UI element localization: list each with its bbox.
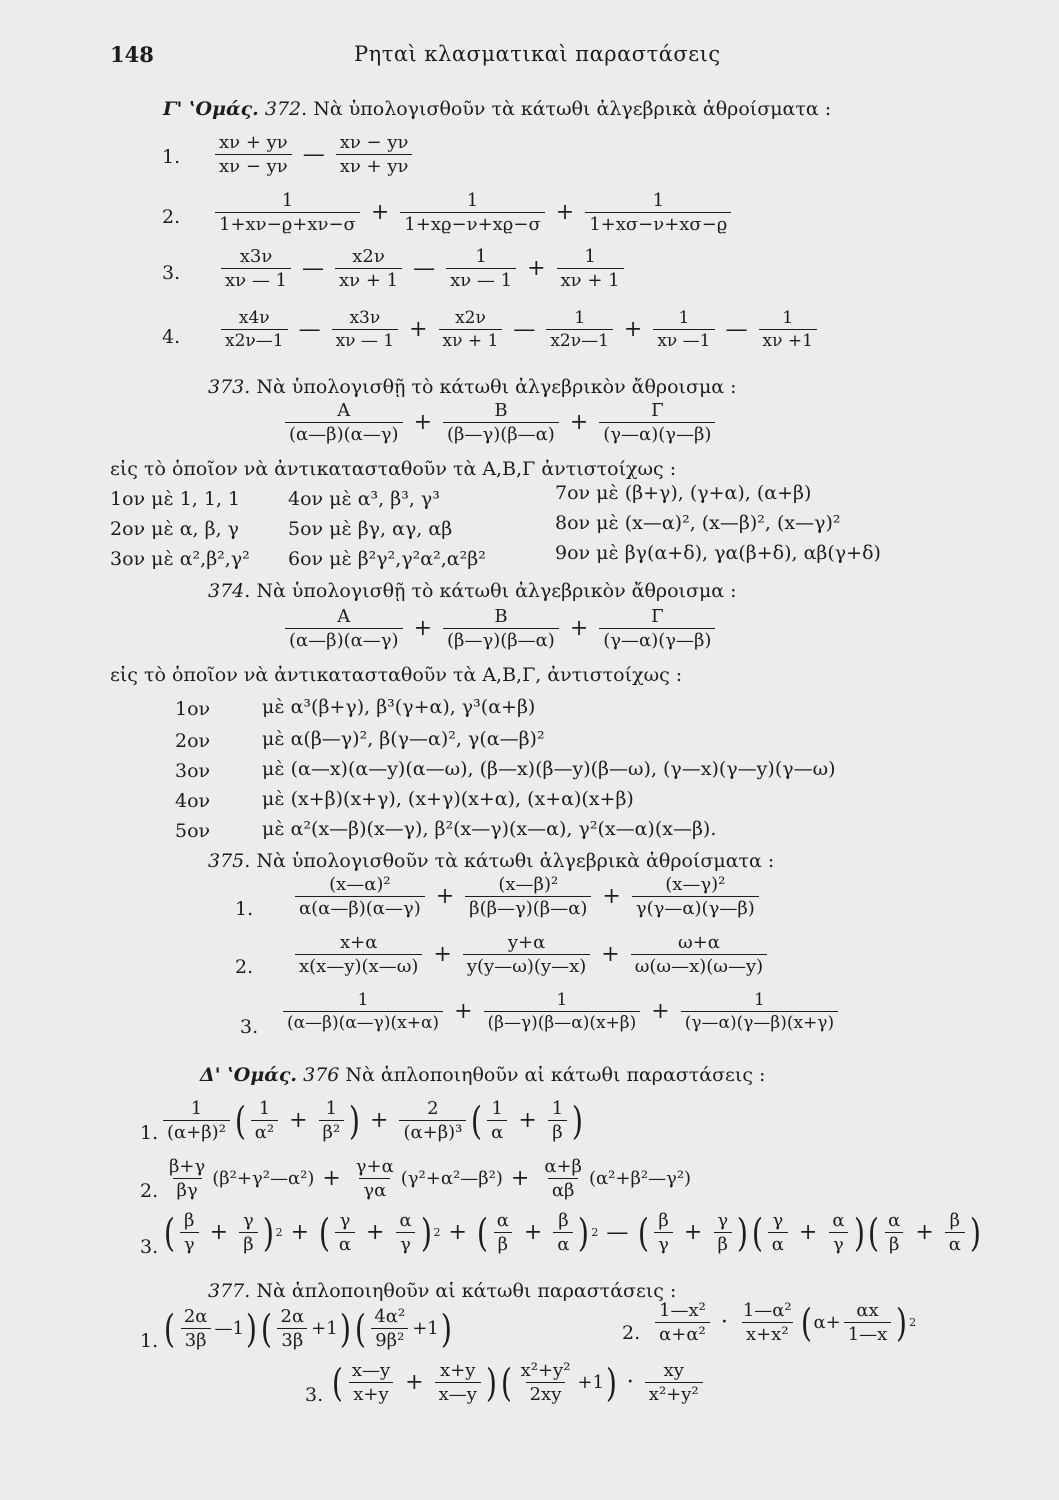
numerator: Β [494,400,508,421]
denominator: β² [319,1120,345,1143]
expression-372-4 [218,308,820,351]
numerator: 1 [753,990,765,1010]
operator: + [523,1220,543,1245]
case-list-373-7: 7ον μὲ (β+γ), (γ+α), (α+β) [555,482,812,504]
numerator: 2α [280,1306,305,1327]
left-paren: ( [476,1210,488,1255]
operator: + [510,1166,530,1191]
denominator: (β—γ)(β—α) [443,628,559,651]
denominator: x²+y² [645,1382,703,1405]
denominator: xν + yν [336,154,413,177]
numerator: x+y [440,1360,476,1381]
denominator: α [768,1232,788,1255]
numerator: x—y [351,1360,391,1381]
numerator: 1 [782,308,794,328]
group-label: Γ' ʽΟμάς. [163,98,259,120]
denominator: xν +1 [759,329,817,351]
left-paren: ( [500,1360,512,1405]
numerator: 1 [357,990,369,1010]
denominator: β [885,1232,903,1255]
left-paren: ( [163,1210,175,1255]
term: +1 [577,1372,604,1393]
denominator: (α—β)(α—γ) [285,422,403,445]
operator: + [555,200,575,225]
denominator: α [487,1120,507,1143]
case-value: μὲ (α—x)(α—y)(α—ω), (β—x)(β—y)(β—ω), (γ—x)(γ—y)(γ—ω) [262,758,836,780]
numerator: Γ [651,606,664,627]
right-paren: ) [420,1210,432,1255]
exercise-377-heading [208,1280,676,1302]
item-number: 2. [140,1180,159,1202]
right-paren: ) [736,1210,749,1255]
denominator: β [239,1232,257,1255]
case-key: 4ον [175,790,211,812]
case-key: 3ον [175,760,211,782]
item-number: 2. [235,956,254,978]
operator: + [209,1220,229,1245]
left-paren: ( [868,1210,880,1255]
operator: + [409,317,428,342]
exercise-376-heading [200,1064,765,1086]
case-key: 1ον [175,698,211,720]
expression-375-1 [292,874,762,919]
right-paren: ) [853,1210,865,1255]
denominator: β [714,1232,732,1255]
left-paren: ( [751,1210,763,1255]
right-paren: ) [339,1306,351,1351]
left-paren: ( [354,1306,366,1351]
numerator: β [949,1210,961,1231]
item-number: 3. [162,262,181,284]
right-paren: ) [349,1098,361,1143]
numerator: x²+y² [520,1360,571,1381]
exercise-number: 372. [264,98,308,120]
term: +1 [412,1318,439,1339]
denominator: γ [654,1232,673,1255]
item-number: 1. [235,898,254,920]
denominator: (γ—α)(γ—β) [599,422,715,445]
numerator: 4α² [374,1306,406,1327]
operator: — [725,317,748,342]
exercise-373-intro: εἰς τὸ ὁποῖον νὰ ἀντικατασταθοῦν τὰ Α,Β,Γ ἀντιστοίχως : [110,458,677,480]
numerator: x3ν [239,246,273,267]
numerator: 1 [475,246,487,267]
operator: + [623,317,643,342]
left-paren: ( [638,1210,650,1255]
operator: — [513,317,536,342]
denominator: 3β [277,1328,307,1351]
operator: + [405,1370,424,1395]
operator: + [413,616,433,641]
left-paren: ( [260,1306,272,1351]
numerator: 1 [584,246,596,267]
denominator: γ [396,1232,415,1255]
denominator: (α+β)² [163,1120,230,1143]
operator: + [413,410,433,435]
operator: + [569,616,589,641]
case-list-373-3: 3ον μὲ α²,β²,γ² [110,548,250,570]
operator: + [454,999,473,1024]
operator: — [298,317,321,342]
numerator: (x—γ)² [665,874,726,895]
item-number: 1. [162,146,181,168]
numerator: 1 [491,1098,503,1119]
expression-377-3 [330,1360,706,1405]
numerator: xν + yν [219,132,288,153]
numerator: Α [337,606,351,627]
numerator: 1 [281,190,294,211]
numerator: Γ [651,400,664,421]
group-label: Δ' ʽΟμάς. [200,1064,298,1086]
numerator: xy [663,1360,684,1381]
right-paren: ) [605,1360,617,1405]
numerator: β [184,1210,195,1231]
numerator: γ [339,1210,351,1231]
numerator: β [558,1210,569,1231]
item-number: 4. [162,326,181,348]
item-number: 1. [140,1330,159,1352]
numerator: ω+α [677,932,720,953]
numerator: 1 [556,990,568,1010]
expression-374 [282,606,718,651]
right-paren: ) [262,1210,274,1255]
denominator: (α—β)(α—γ) [285,628,403,651]
exercise-number: 377. [208,1280,251,1302]
running-title: Ρηταὶ κλασματικαὶ παραστάσεις [354,42,721,66]
case-value: μὲ α²(x—β)(x—γ), β²(x—γ)(x—α), γ²(x—α)(x—β). [262,818,717,840]
exercise-number: 374. [208,580,251,602]
denominator: 1+xϱ−ν+xϱ−σ [400,212,544,235]
numerator: α [888,1210,901,1231]
numerator: x+α [340,932,378,953]
denominator: x2ν—1 [546,329,613,351]
case-list-373-2: 2ον μὲ α, β, γ [110,518,240,540]
exercise-instruction: Νὰ ὑπολογισθῇ τὸ κάτωθι ἀλγεβρικὸν ἄθροισμα : [256,376,737,398]
denominator: 2xy [526,1382,566,1405]
numerator: α+β [544,1156,582,1177]
denominator: xν — 1 [221,268,291,291]
item-number: 3. [140,1236,159,1258]
numerator: 1 [652,190,665,211]
case-list-373-5: 5ον μὲ βγ, αγ, αβ [288,518,453,540]
denominator: (γ—α)(γ—β) [599,628,715,651]
expression-373 [282,400,718,445]
numerator: α [399,1210,412,1231]
exercise-instruction: Νὰ ὑπολογισθοῦν τὰ κάτωθι ἀλγεβρικὰ ἀθροίσματα : [313,98,832,120]
denominator: 1+xν−ϱ+xν−σ [215,212,360,235]
denominator: β [548,1120,566,1143]
expression-372-2 [212,190,734,235]
right-paren: ) [578,1210,590,1255]
case-key: 2ον [175,730,211,752]
operator: + [602,884,621,909]
numerator: 1 [466,190,479,211]
denominator: γ [829,1232,848,1255]
denominator: x+x² [742,1322,793,1345]
denominator: y(y—ω)(y—x) [463,954,590,977]
exercise-instruction: Νὰ ὑπολογισθοῦν τὰ κάτωθι ἀλγεβρικὰ ἀθροίσματα : [256,850,775,872]
numerator: (x—β)² [498,874,559,895]
numerator: γ+α [355,1156,394,1177]
numerator: 1 [258,1098,271,1119]
numerator: γ [243,1210,254,1231]
left-paren: ( [331,1360,343,1405]
denominator: 1—x [844,1322,892,1345]
left-paren: ( [163,1306,175,1351]
operator: — [413,256,436,281]
item-number: 1. [140,1122,159,1144]
operator: + [915,1220,934,1245]
item-number: 2. [622,1322,641,1344]
right-paren: ) [969,1210,981,1255]
item-number: 2. [162,206,181,228]
numerator: α [832,1210,845,1231]
exercise-372-heading [163,98,831,120]
numerator: 1 [574,308,586,328]
item-number: 3. [305,1384,324,1406]
denominator: (β—γ)(β—α)(x+β) [484,1011,641,1033]
expression-377-1 [162,1306,454,1351]
operator: + [433,942,452,967]
denominator: γ [180,1232,199,1255]
expression-376-3: ( $\frac{\beta}{\gamma}$ + $\frac{\gamma}{\beta}$ ) 2 + ( $\frac{\gamma}{\alpha}$ + $\frac{\alpha}{\gamma}$ ) 2 + ( $\frac{\alpha}{\beta}$ + $\frac{\beta}{\alpha}$ ) 2 — ( $\frac{\beta}{\gamma}$ + $\frac{\gamma}{\beta}$ ) ( $\frac{\gamma}{\alpha}$ + $\frac{\alpha}{\gamma}$ ) ( $\frac{\alpha}{\beta}$ + $\frac{\beta}{\alpha}$ ) [163,1210,981,1255]
left-paren: ( [234,1098,246,1143]
operator: — [302,142,325,167]
denominator: 1+xσ−ν+xσ−ϱ [585,212,731,235]
case-list-373-8: 8ον μὲ (x—α)², (x—β)², (x—γ)² [555,512,841,534]
right-paren: ) [896,1300,908,1345]
case-list-373-1: 1ον μὲ 1, 1, 1 [110,488,241,510]
numerator: 1 [678,308,690,328]
denominator: α [945,1232,965,1255]
expression-376-2 [162,1156,691,1201]
operator: + [527,256,546,281]
expression-376-1 [160,1098,585,1143]
operator: + [518,1108,537,1133]
denominator: α [553,1232,573,1255]
numerator: γ [772,1210,784,1231]
denominator: x2ν—1 [221,329,288,351]
denominator: (γ—α)(γ—β)(x+γ) [681,1011,838,1033]
denominator: γα [359,1178,390,1201]
term: —1 [214,1318,244,1339]
right-paren: ) [572,1098,584,1143]
numerator: 1 [190,1098,203,1119]
operator: + [366,1220,385,1245]
numerator: Α [337,400,351,421]
numerator: x4ν [238,308,270,328]
exercise-instruction: Νὰ ἁπλοποιηθοῦν αἱ κάτωθι παραστάσεις : [256,1280,677,1302]
denominator: (α+β)³ [399,1120,466,1143]
operator: + [289,1108,308,1133]
expression-377-2: $\frac{\text{1—x²}}{\text{α+α²}}$ · $\frac{\text{1—α²}}{\text{x+x²}}$ ( α+ $\frac{\alpha x}{1—x}$ ) 2 [652,1300,916,1345]
denominator: α [335,1232,355,1255]
right-paren: ) [440,1306,452,1351]
case-value: μὲ α³(β+γ), β³(γ+α), γ³(α+β) [262,696,536,718]
operator: + [370,1108,389,1133]
operator: — [606,1220,629,1245]
operator: + [683,1220,703,1245]
numerator: (x—α)² [329,874,391,895]
denominator: (α—β)(α—γ)(x+α) [283,1011,443,1033]
numerator: 2 [427,1098,439,1119]
exercise-instruction: Νὰ ἁπλοποιηθοῦν αἱ κάτωθι παραστάσεις : [345,1064,766,1086]
denominator: α+α² [655,1322,710,1345]
numerator: β+γ [169,1156,206,1177]
numerator: x3ν [349,308,381,328]
numerator: γ [717,1210,729,1231]
exercise-number: 373. [208,376,251,398]
denominator: β(β—γ)(β—α) [465,896,591,919]
numerator: y+α [507,932,546,953]
numerator: α [496,1210,509,1231]
case-key: 5ον [175,820,211,842]
factor: (α²+β²—γ²) [588,1168,692,1189]
operator: + [601,942,620,967]
case-list-373-6: 6ον μὲ β²γ²,γ²α²,α²β² [288,548,486,570]
left-paren: ( [471,1098,483,1143]
numerator: x2ν [352,246,385,267]
denominator: x+y [349,1382,392,1405]
denominator: xν + 1 [439,329,503,351]
denominator: α² [251,1120,278,1143]
operator: + [370,200,390,225]
denominator: 3β [181,1328,211,1351]
operator: · [626,1370,634,1395]
case-list-373-4: 4ον μὲ α³, β³, γ³ [288,488,440,510]
numerator: 1—α² [742,1300,792,1321]
numerator: 1 [325,1098,338,1119]
numerator: xν − yν [339,132,409,153]
denominator: 9β² [371,1328,408,1351]
case-list-373-9: 9ον μὲ βγ(α+δ), γα(β+δ), αβ(γ+δ) [555,542,881,564]
denominator: β [494,1232,512,1255]
operator: + [290,1220,310,1245]
denominator: γ(γ—α)(γ—β) [632,896,759,919]
operator: + [322,1166,341,1191]
operator: + [448,1220,467,1245]
exercise-instruction: Νὰ ὑπολογισθῇ τὸ κάτωθι ἀλγεβρικὸν ἄθροισμα : [256,580,737,602]
case-value: μὲ α(β—γ)², β(γ—α)², γ(α—β)² [262,728,545,750]
factor: (β²+γ²—α²) [212,1168,315,1189]
numerator: β [658,1210,669,1231]
exercise-374-intro: εἰς τὸ ὁποῖον νὰ ἀντικατασταθοῦν τὰ Α,Β,Γ, ἀντιστοίχως : [110,664,683,686]
page-number: 148 [110,42,154,67]
operator: + [569,410,589,435]
numerator: 1 [551,1098,564,1119]
expression-375-3 [280,990,841,1033]
denominator: αβ [548,1178,579,1201]
numerator: αx [856,1300,879,1321]
term: α+ [813,1312,841,1333]
denominator: (β—γ)(β—α) [443,422,559,445]
denominator: xν + 1 [335,268,402,291]
item-number: 3. [240,1016,259,1038]
factor: (γ²+α²—β²) [400,1168,503,1189]
denominator: x—y [435,1382,481,1405]
case-value: μὲ (x+β)(x+γ), (x+γ)(x+α), (x+α)(x+β) [262,788,634,810]
operator: — [302,256,324,281]
numerator: 1—x² [659,1300,706,1321]
numerator: 2α [183,1306,208,1327]
denominator: α(α—β)(α—γ) [295,896,425,919]
numerator: x2ν [455,308,486,328]
exercise-number: 375. [208,850,251,872]
left-paren: ( [318,1210,331,1255]
denominator: xν — 1 [446,268,516,291]
denominator: xν + 1 [557,268,624,291]
denominator: xν − yν [215,154,292,177]
expression-372-3 [218,246,627,291]
denominator: ω(ω—x)(ω—y) [631,954,767,977]
term: +1 [311,1318,338,1339]
operator: + [798,1220,818,1245]
numerator: Β [494,606,508,627]
exercise-374-heading [208,580,737,602]
operator: + [651,999,670,1024]
exercise-373-heading [208,376,737,398]
denominator: xν —1 [653,329,714,351]
denominator: x(x—y)(x—ω) [295,954,422,977]
right-paren: ) [485,1360,497,1405]
exercise-375-heading [208,850,774,872]
left-paren: ( [800,1300,812,1345]
expression-375-2 [292,932,770,977]
operator: + [435,884,455,909]
exercise-number: 376 [303,1064,340,1086]
denominator: βγ [173,1178,202,1201]
operator: · [720,1310,728,1335]
right-paren: ) [245,1306,257,1351]
expression-372-1 [212,132,415,177]
denominator: xν — 1 [332,329,399,351]
